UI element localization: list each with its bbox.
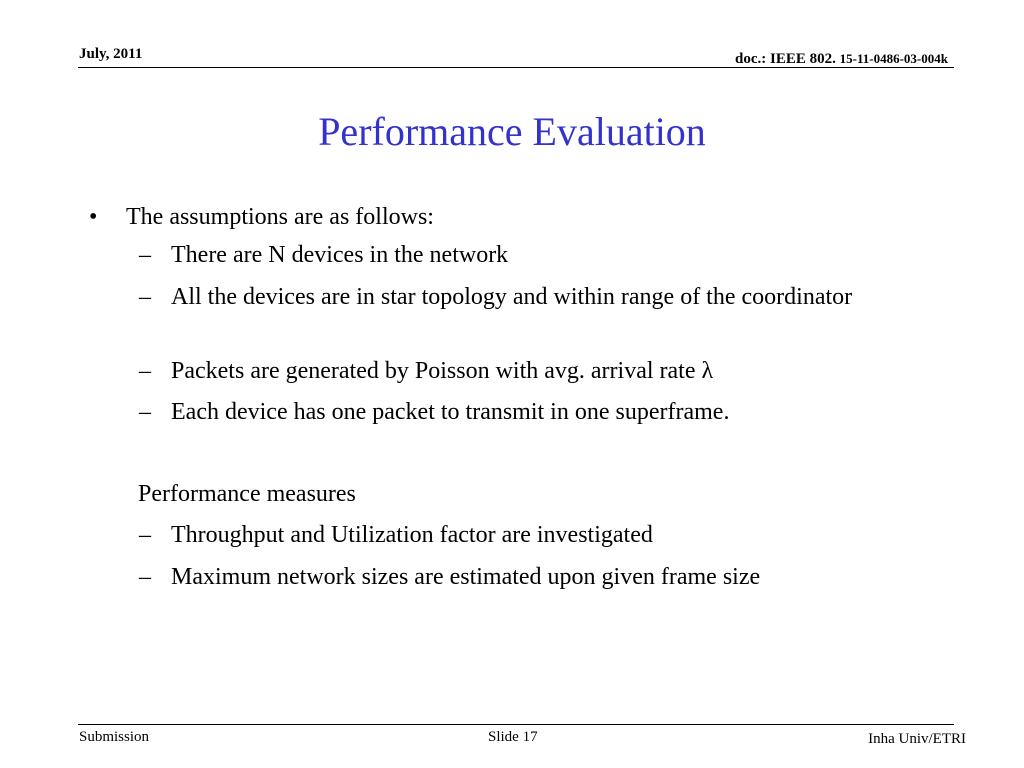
footer-divider bbox=[78, 724, 954, 725]
footer-slide-number: Slide 17 bbox=[488, 729, 538, 745]
dash-mark: – bbox=[139, 564, 151, 590]
header-doc-id bbox=[735, 51, 948, 68]
footer-submission: Submission bbox=[79, 729, 150, 745]
assumption-item bbox=[139, 240, 879, 270]
assumption-text: Each device has one packet to transmit in one superframe. bbox=[171, 399, 730, 425]
assumption-text: Packets are generated by Poisson with avg. arrival rate λ bbox=[171, 358, 714, 384]
assumption-item bbox=[139, 397, 879, 427]
assumption-text: There are N devices in the network bbox=[171, 242, 509, 268]
assumption-item bbox=[139, 356, 879, 386]
header-doc-prefix: doc.: IEEE 802. bbox=[735, 51, 840, 67]
header-divider bbox=[78, 67, 954, 68]
measure-text: Maximum network sizes are estimated upon given frame size bbox=[171, 564, 761, 590]
measure-text: Throughput and Utilization factor are investigated bbox=[171, 522, 653, 548]
header-date: July, 2011 bbox=[79, 46, 143, 62]
dash-mark: – bbox=[139, 358, 151, 384]
footer-affiliation: Inha Univ/ETRI bbox=[868, 731, 966, 747]
slide-title: Performance Evaluation bbox=[318, 109, 706, 154]
dash-mark: – bbox=[139, 522, 151, 548]
assumption-text: All the devices are in star topology and within range of the coordinator bbox=[171, 284, 853, 310]
assumption-item bbox=[139, 282, 879, 312]
dash-mark: – bbox=[139, 399, 151, 425]
measure-item bbox=[139, 520, 879, 550]
bullet-mark: • bbox=[89, 204, 98, 230]
dash-mark: – bbox=[139, 242, 151, 268]
measures-heading: Performance measures bbox=[138, 481, 356, 507]
header-doc-number: 15-11-0486-03-004k bbox=[839, 51, 948, 66]
measure-item bbox=[139, 562, 879, 592]
dash-mark: – bbox=[139, 284, 151, 310]
bullet-text: The assumptions are as follows: bbox=[126, 204, 434, 230]
